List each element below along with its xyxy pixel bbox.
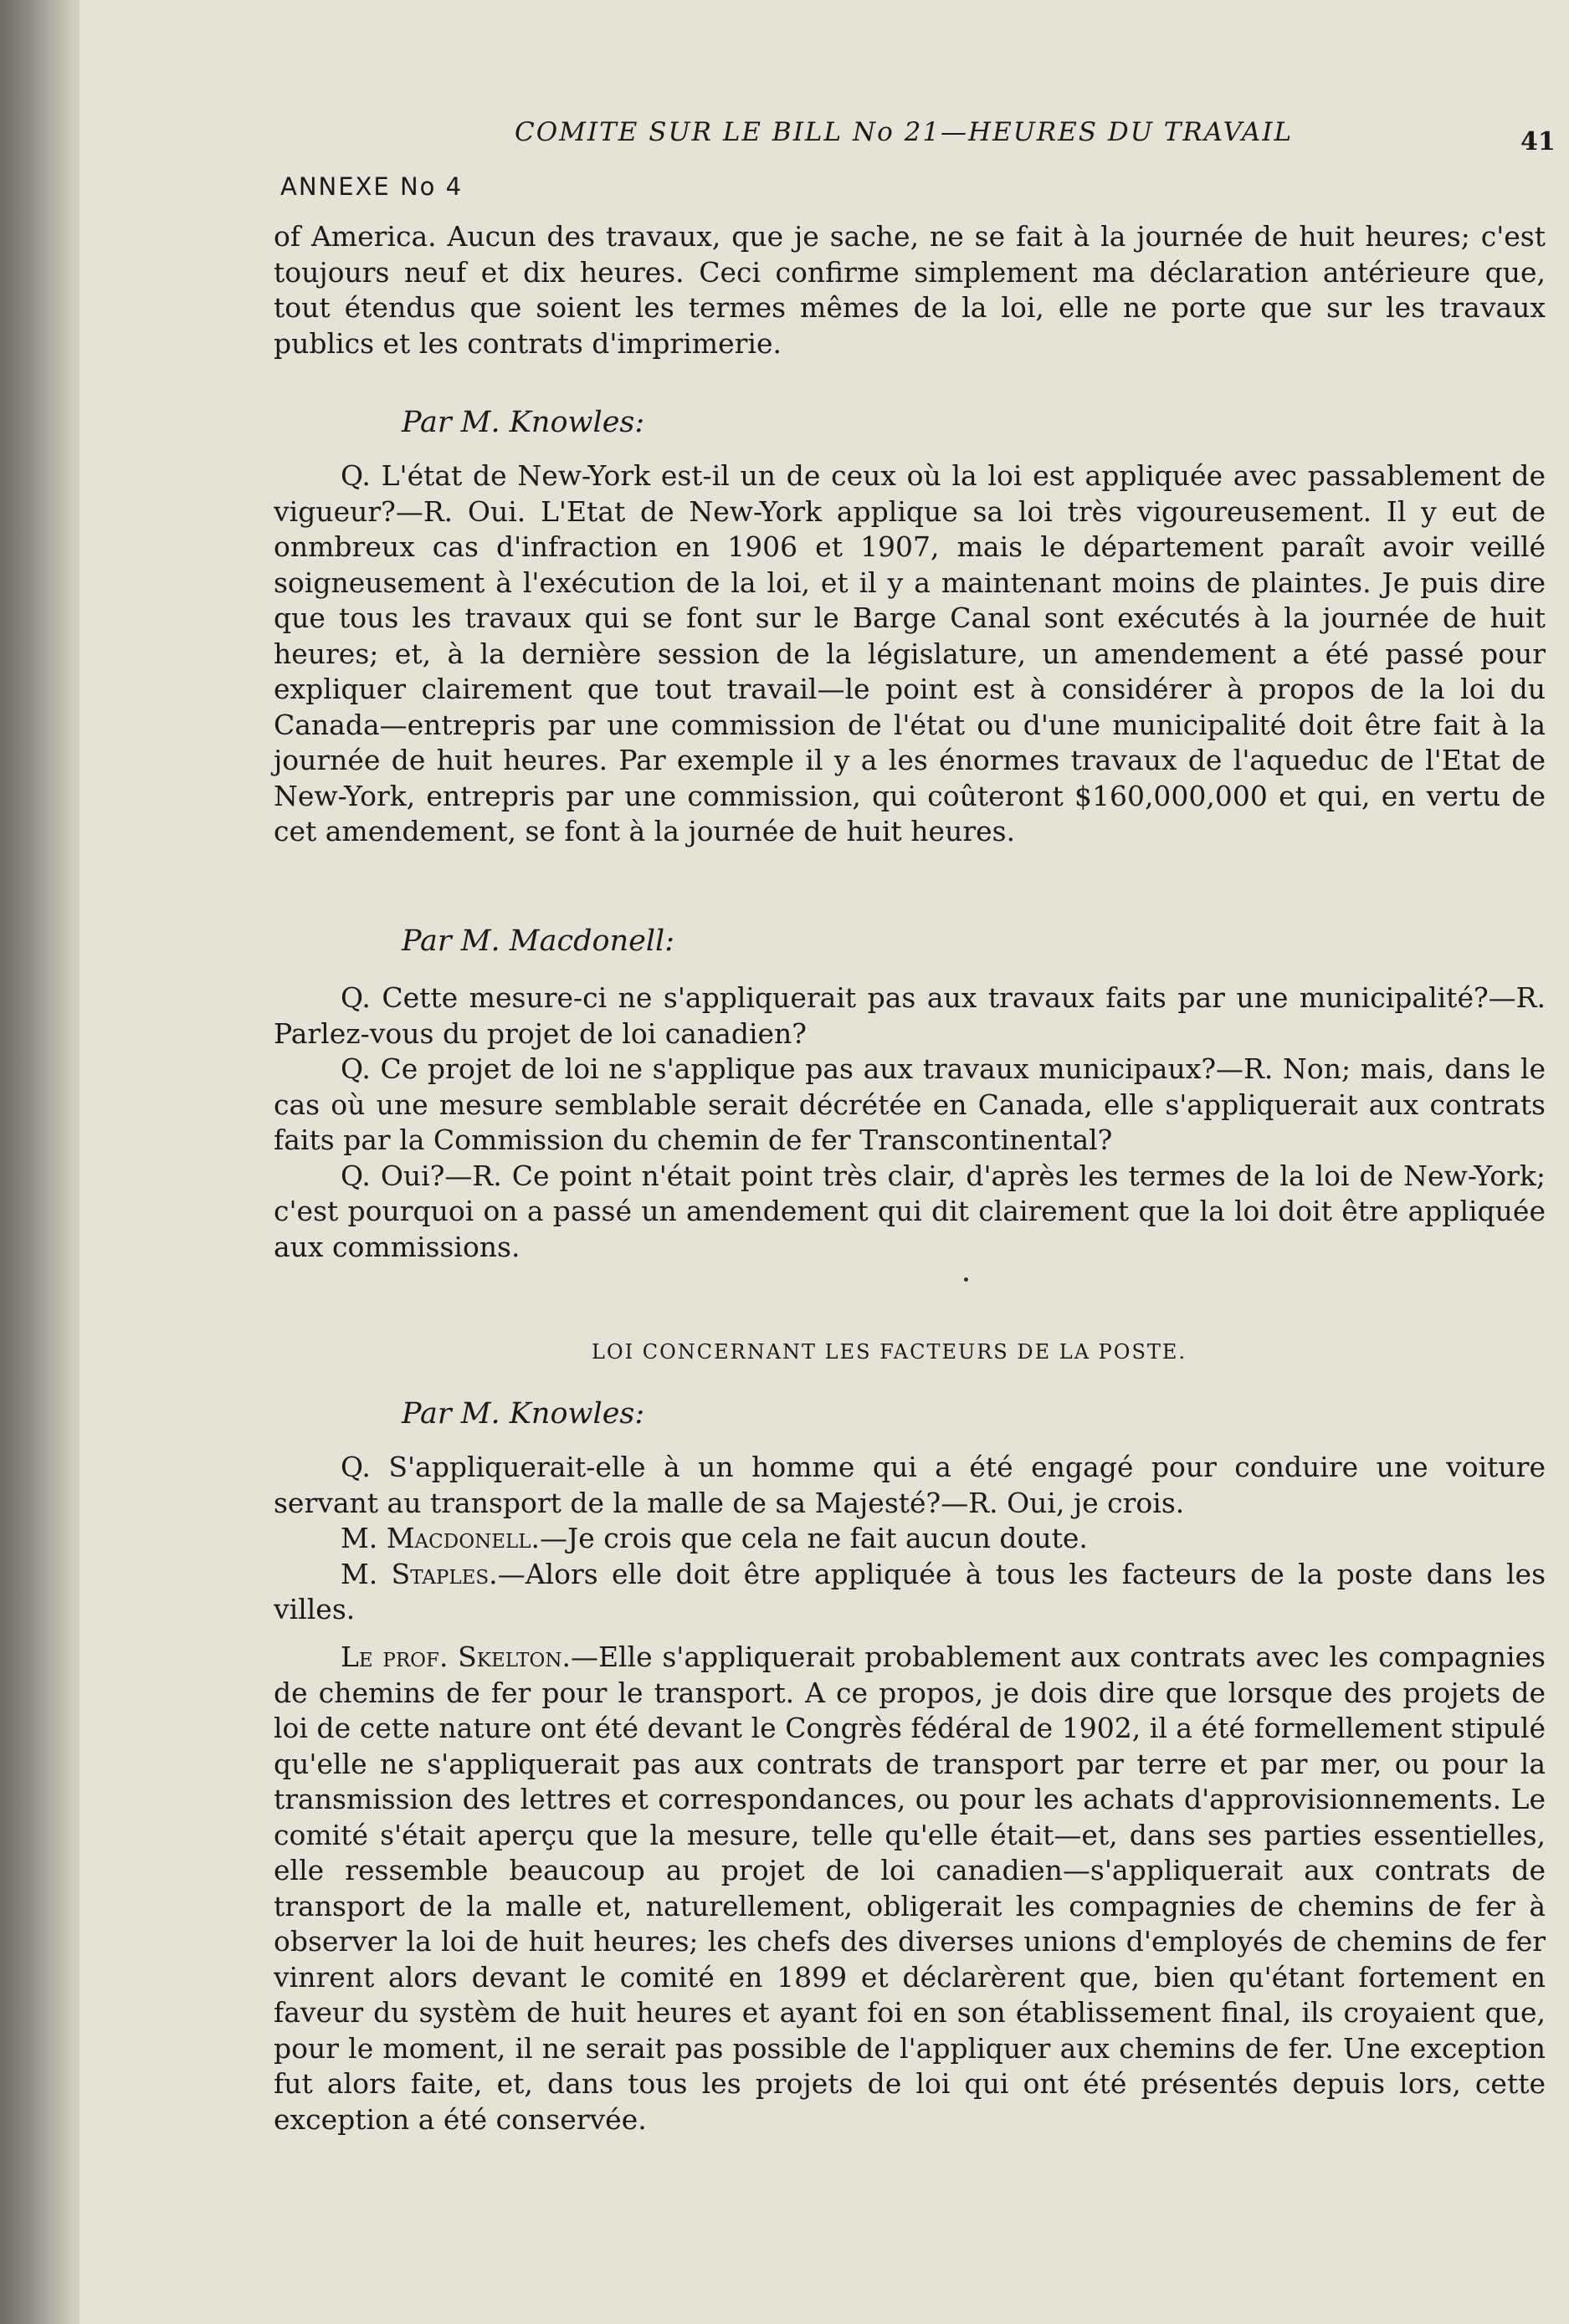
paragraph-block-3	[274, 980, 1546, 1265]
paragraph	[274, 1557, 1546, 1628]
speaker-name: M. Macdonell.	[341, 1522, 541, 1554]
paragraph: Q. Cette mesure-ci ne s'appliquerait pas aux travaux faits par une municipalité?—R. Parlez-vous du projet de loi canadien?	[274, 981, 1546, 1050]
speaker-heading: Par M. Knowles:	[402, 1397, 645, 1431]
paragraph: Q. Ce projet de loi ne s'applique pas aux travaux municipaux?—R. Non; mais, dans le cas où une mesure semblable serait décrétée en Canada, elle s'appliquerait aux contrats faits par la Commission du chemin de fer Transcontinental?	[274, 1052, 1546, 1156]
paragraph: of America. Aucun des travaux, que je sache, ne se fait à la journée de huit heures; c'est toujours neuf et dix heures. Ceci confirme simplement ma déclaration antérieure que, tout étendus que soient les termes mêmes de la loi, elle ne porte que sur les travaux publics et les contrats d'imprimerie.	[274, 220, 1546, 360]
paragraph-block-4	[274, 1450, 1546, 1628]
speech-text: —Alors elle doit être appliquée à tous les facteurs de la poste dans les villes.	[274, 1557, 1546, 1625]
paragraph: Q. Oui?—R. Ce point n'était point très clair, d'après les termes de la loi de New-York; c'est pourquoi on a passé un amendement qui dit clairement que la loi doit être appliquée aux commissions.	[274, 1159, 1546, 1263]
paragraph: Q. S'appliquerait-elle à un homme qui a été engagé pour conduire une voiture servant au transport de la malle de sa Majesté?—R. Oui, je crois.	[274, 1451, 1546, 1519]
speaker-heading: Par M. Macdonell:	[402, 924, 675, 958]
paragraph: Q. L'état de New-York est-il un de ceux où la loi est appliquée avec passablement de vigueur?—R. Oui. L'Etat de New-York applique sa loi très vigoureusement. Il y eut de onmbreux cas d'infraction en 1906 et 1907, mais le département paraît avoir veillé soigneusement à l'exécution de la loi, et il y a maintenant moins de plaintes. Je puis dire que tous les travaux qui se font sur le Barge Canal sont exécutés à la journée de huit heures; et, à la dernière session de la législature, un amendement a été passé pour expliquer clairement que tout travail—le point est à considérer à propos de la loi du Canada—entrepris par une commission de l'état ou d'une municipalité doit être fait à la journée de huit heures. Par exemple il y a les énormes travaux de l'aqueduc de l'Etat de New-York, entrepris par une commission, qui coûteront $160,000,000 et qui, en vertu de cet amendement, se font à la journée de huit heures.	[274, 459, 1546, 847]
paragraph	[274, 1521, 1546, 1557]
paragraph	[274, 1640, 1546, 2137]
speaker-name: M. Staples.	[341, 1557, 498, 1590]
paragraph-block-2	[274, 458, 1546, 850]
annex-label: ANNEXE No 4	[280, 172, 464, 201]
speech-text: —Elle s'appliquerait probablement aux contrats avec les compagnies de chemins de fer pour le transport. A ce propos, je dois dire que lorsque des projets de loi de cette nature ont été devant le Congrès fédéral de 1902, il a été formellement stipulé qu'elle ne s'appliquerait pas aux contrats de transport par terre et par mer, ou pour la transmission des lettres et correspondances, ou pour les achats d'approvisionnements. Le comité s'était aperçu que la mesure, telle qu'elle était—et, dans ses parties essentielles, elle ressemble beaucoup au projet de loi canadien—s'appliquerait aux contrats de transport de la malle et, naturellement, obligerait les compagnies de chemins de fer à observer la loi de huit heures; les chefs des diverses unions d'employés de chemins de fer vinrent alors devant le comité en 1899 et déclarèrent que, bien qu'étant fortement en faveur du systèm de huit heures et ayant foi en son établissement final, ils croyaient que, pour le moment, il ne serait pas possible de l'appliquer aux chemins de fer. Une exception fut alors faite, et, dans tous les projets de loi qui ont été présentés depuis lors, cette exception a été conservée.	[274, 1641, 1546, 2136]
page-number: 41	[1520, 127, 1556, 156]
speaker-name: Le prof. Skelton.	[341, 1641, 571, 1673]
paragraph-block-1	[274, 219, 1546, 361]
speaker-heading: Par M. Knowles:	[402, 406, 645, 439]
running-head: COMITE SUR LE BILL No 21—HEURES DU TRAVAIL	[515, 117, 1294, 147]
document-page	[79, 0, 1569, 2324]
paragraph-block-5	[274, 1640, 1546, 2137]
speech-text: —Je crois que cela ne fait aucun doute.	[540, 1522, 1088, 1554]
book-gutter-shadow	[0, 0, 79, 2324]
separator-dot	[964, 1277, 968, 1282]
section-title: LOI CONCERNANT LES FACTEURS DE LA POSTE.	[592, 1340, 1187, 1364]
